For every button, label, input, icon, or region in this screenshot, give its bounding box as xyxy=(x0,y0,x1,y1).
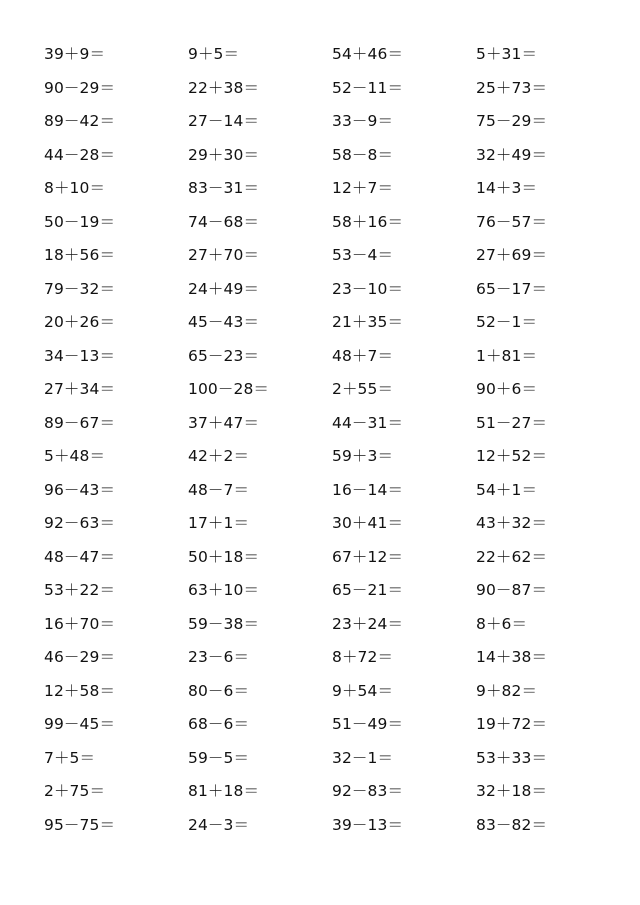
problem: 65－17＝ xyxy=(476,279,548,298)
problem: 92－63＝ xyxy=(44,514,116,532)
problem: 2＋55＝ xyxy=(332,380,394,398)
problem: 68－6＝ xyxy=(188,715,250,733)
problem: 51－49＝ xyxy=(332,715,404,733)
problem: 20＋26＝ xyxy=(44,313,116,331)
problem: 75－29＝ xyxy=(476,112,548,130)
problem-row-15 xyxy=(0,507,640,541)
problem: 9＋82＝ xyxy=(476,681,538,700)
problem: 25＋73＝ xyxy=(476,78,548,97)
problem-row-8 xyxy=(0,273,640,307)
problem: 12＋58＝ xyxy=(44,681,116,700)
problem: 65－23＝ xyxy=(188,346,260,365)
problem: 53－4＝ xyxy=(332,246,394,264)
problem-row-6 xyxy=(0,206,640,240)
problem-row-12 xyxy=(0,407,640,441)
problem: 27＋70＝ xyxy=(188,246,260,264)
problem-row-24 xyxy=(0,809,640,843)
problem: 48＋7＝ xyxy=(332,346,394,365)
problem: 32－1＝ xyxy=(332,748,394,767)
problem: 92－83＝ xyxy=(332,782,404,800)
problem-row-14 xyxy=(0,474,640,508)
problem: 8＋72＝ xyxy=(332,648,394,666)
problem: 96－43＝ xyxy=(44,480,116,499)
problem: 43＋32＝ xyxy=(476,514,548,532)
problem: 32＋49＝ xyxy=(476,145,548,164)
problem-row-13 xyxy=(0,440,640,474)
problem: 48－7＝ xyxy=(188,480,250,499)
problem: 12＋52＝ xyxy=(476,447,548,465)
problem: 80－6＝ xyxy=(188,681,250,700)
problem: 53＋33＝ xyxy=(476,748,548,767)
problem: 27＋69＝ xyxy=(476,246,548,264)
problem: 23＋24＝ xyxy=(332,614,404,633)
problem: 50＋18＝ xyxy=(188,547,260,566)
problem: 21＋35＝ xyxy=(332,313,404,331)
problem: 23－6＝ xyxy=(188,648,250,666)
problem: 79－32＝ xyxy=(44,279,116,298)
problem: 54＋46＝ xyxy=(332,45,404,63)
problem: 59－38＝ xyxy=(188,614,260,633)
problem: 83－31＝ xyxy=(188,179,260,197)
problem: 12＋7＝ xyxy=(332,179,394,197)
problem: 83－82＝ xyxy=(476,815,548,834)
math-worksheet xyxy=(0,38,640,842)
problem: 8＋6＝ xyxy=(476,614,528,633)
problem: 89－67＝ xyxy=(44,413,116,432)
problem: 74－68＝ xyxy=(188,212,260,231)
problem: 44－28＝ xyxy=(44,145,116,164)
problem-row-20 xyxy=(0,675,640,709)
problem: 59＋3＝ xyxy=(332,447,394,465)
problem: 67＋12＝ xyxy=(332,547,404,566)
problem-row-11 xyxy=(0,373,640,407)
problem: 33－9＝ xyxy=(332,112,394,130)
problem: 8＋10＝ xyxy=(44,179,106,197)
problem: 5＋31＝ xyxy=(476,45,538,63)
problem: 16－14＝ xyxy=(332,480,404,499)
problem-row-7 xyxy=(0,239,640,273)
problem: 100－28＝ xyxy=(188,380,270,398)
problem: 39－13＝ xyxy=(332,815,404,834)
problem-row-16 xyxy=(0,541,640,575)
problem-row-10 xyxy=(0,340,640,374)
problem-row-3 xyxy=(0,105,640,139)
problem: 99－45＝ xyxy=(44,715,116,733)
problem: 22＋38＝ xyxy=(188,78,260,97)
problem-row-2 xyxy=(0,72,640,106)
problem: 45－43＝ xyxy=(188,313,260,331)
problem: 24－3＝ xyxy=(188,815,250,834)
problem: 48－47＝ xyxy=(44,547,116,566)
problem: 14＋38＝ xyxy=(476,648,548,666)
problem: 29＋30＝ xyxy=(188,145,260,164)
problem: 32＋18＝ xyxy=(476,782,548,800)
problem: 9＋54＝ xyxy=(332,681,394,700)
problem: 51－27＝ xyxy=(476,413,548,432)
problem: 76－57＝ xyxy=(476,212,548,231)
problem: 44－31＝ xyxy=(332,413,404,432)
problem: 22＋62＝ xyxy=(476,547,548,566)
problem-row-4 xyxy=(0,139,640,173)
problem: 52－11＝ xyxy=(332,78,404,97)
problem-row-17 xyxy=(0,574,640,608)
problem-row-22 xyxy=(0,742,640,776)
problem-row-21 xyxy=(0,708,640,742)
problem-row-1 xyxy=(0,38,640,72)
problem: 37＋47＝ xyxy=(188,413,260,432)
problem: 18＋56＝ xyxy=(44,246,116,264)
problem: 46－29＝ xyxy=(44,648,116,666)
problem: 30＋41＝ xyxy=(332,514,404,532)
problem: 90＋6＝ xyxy=(476,380,538,398)
problem: 95－75＝ xyxy=(44,815,116,834)
problem-row-9 xyxy=(0,306,640,340)
problem: 58＋16＝ xyxy=(332,212,404,231)
problem: 19＋72＝ xyxy=(476,715,548,733)
problem: 23－10＝ xyxy=(332,279,404,298)
problem: 16＋70＝ xyxy=(44,614,116,633)
problem: 58－8＝ xyxy=(332,145,394,164)
problem: 54＋1＝ xyxy=(476,480,538,499)
problem-row-18 xyxy=(0,608,640,642)
problem-row-5 xyxy=(0,172,640,206)
problem: 39＋9＝ xyxy=(44,45,106,63)
problem-row-19 xyxy=(0,641,640,675)
problem: 2＋75＝ xyxy=(44,782,106,800)
problem: 81＋18＝ xyxy=(188,782,260,800)
problem: 24＋49＝ xyxy=(188,279,260,298)
problem: 52－1＝ xyxy=(476,313,538,331)
problem: 42＋2＝ xyxy=(188,447,250,465)
problem: 53＋22＝ xyxy=(44,581,116,599)
problem: 50－19＝ xyxy=(44,212,116,231)
problem: 65－21＝ xyxy=(332,581,404,599)
problem: 90－87＝ xyxy=(476,581,548,599)
problem: 27＋34＝ xyxy=(44,380,116,398)
problem: 5＋48＝ xyxy=(44,447,106,465)
problem: 7＋5＝ xyxy=(44,748,96,767)
problem: 63＋10＝ xyxy=(188,581,260,599)
problem: 59－5＝ xyxy=(188,748,250,767)
problem: 17＋1＝ xyxy=(188,514,250,532)
problem: 90－29＝ xyxy=(44,78,116,97)
problem: 34－13＝ xyxy=(44,346,116,365)
problem: 27－14＝ xyxy=(188,112,260,130)
problem-row-23 xyxy=(0,775,640,809)
problem: 9＋5＝ xyxy=(188,45,240,63)
problem: 14＋3＝ xyxy=(476,179,538,197)
problem: 89－42＝ xyxy=(44,112,116,130)
problem: 1＋81＝ xyxy=(476,346,538,365)
